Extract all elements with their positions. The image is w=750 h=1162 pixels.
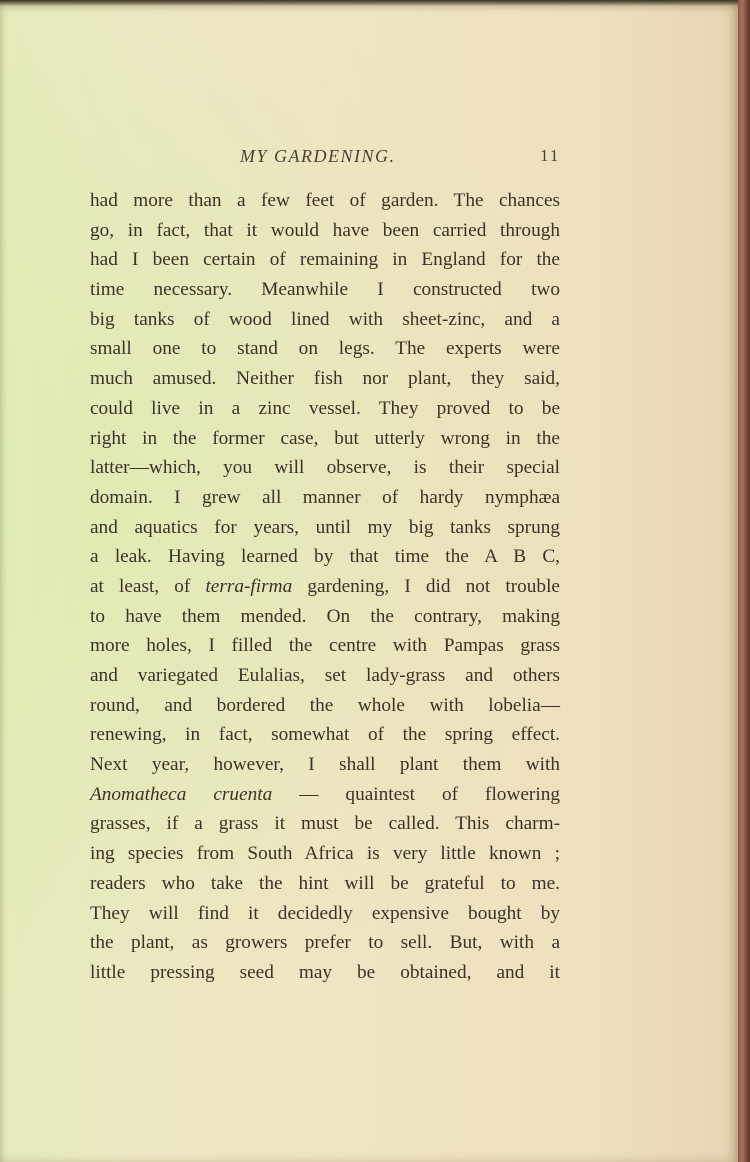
text-line: go, in fact, that it would have been carried through — [90, 219, 560, 241]
text-line-with-italic — [90, 572, 560, 602]
text-line: more holes, I filled the centre with Pampas grass — [90, 635, 560, 657]
text-line: readers who take the hint will be grateful to me. — [90, 872, 560, 894]
text-segment: at least, of — [90, 575, 206, 597]
text-line: They will find it decidedly expensive bought by — [90, 902, 560, 924]
text-segment: — quaintest of flowering — [272, 783, 560, 805]
page-number: 11 — [540, 146, 561, 165]
text-line: little pressing seed may be obtained, and it — [90, 961, 560, 983]
text-line: grasses, if a grass it must be called. This charm- — [90, 813, 560, 835]
page-top-edge — [0, 0, 738, 6]
text-line: had more than a few feet of garden. The chances — [90, 190, 560, 211]
text-line: big tanks of wood lined with sheet-zinc, and a — [90, 308, 560, 330]
running-head: MY GARDENING. — [240, 146, 396, 166]
book-spine-edge — [738, 0, 750, 1162]
text-line: right in the former case, but utterly wrong in the — [90, 427, 560, 449]
page-header — [0, 146, 738, 172]
text-line: small one to stand on legs. The experts were — [90, 338, 560, 360]
text-line: and variegated Eulalias, set lady-grass and others — [90, 665, 560, 686]
text-line: to have them mended. On the contrary, making — [90, 605, 560, 627]
text-line: latter—which, you will observe, is their special — [90, 457, 560, 479]
text-line: much amused. Neither fish nor plant, they said, — [90, 368, 560, 390]
text-line: renewing, in fact, somewhat of the spring effect. — [90, 724, 560, 746]
text-line: Next year, however, I shall plant them with — [90, 754, 560, 776]
text-line: ing species from South Africa is very little known ; — [90, 843, 560, 865]
text-line: could live in a zinc vessel. They proved to be — [90, 397, 560, 419]
italic-species-name: Anomatheca cruenta — [90, 783, 273, 805]
text-segment: gardening, I did not trouble — [292, 575, 560, 597]
body-text — [90, 186, 560, 988]
text-line: had I been certain of remaining in England for the — [90, 249, 560, 271]
italic-term: terra-firma — [205, 575, 293, 597]
text-line: domain. I grew all manner of hardy nymphæa — [90, 486, 560, 508]
text-line: round, and bordered the whole with lobelia— — [90, 694, 560, 716]
text-line: time necessary. Meanwhile I constructed two — [90, 279, 560, 301]
text-line-with-italic — [90, 780, 560, 810]
text-line: the plant, as growers prefer to sell. But, with a — [90, 932, 560, 954]
text-line: a leak. Having learned by that time the A B C, — [90, 546, 560, 568]
text-line: and aquatics for years, until my big tanks sprung — [90, 516, 560, 538]
